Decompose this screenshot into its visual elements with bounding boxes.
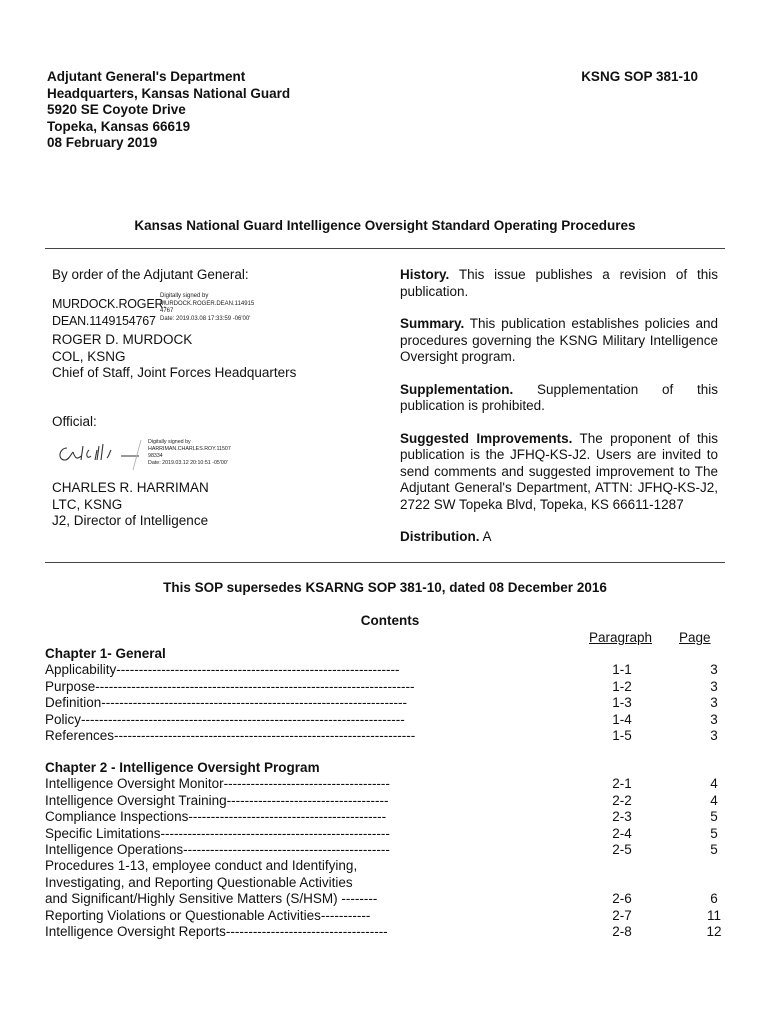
toc-page-number: 11: [706, 907, 721, 923]
official-signer-block: [52, 480, 382, 530]
toc-paragraph-number: 1-1: [612, 662, 632, 678]
divider: [45, 562, 725, 563]
toc-page-number: 3: [710, 662, 718, 678]
toc-row: [45, 826, 754, 842]
letterhead-line: 5920 SE Coyote Drive: [47, 102, 186, 117]
suggested-improvements-label: Suggested Improvements.: [400, 430, 573, 446]
toc-row: [45, 679, 754, 695]
toc-entry-title: Policy------------------------------------------------------------------------: [45, 711, 405, 727]
page-column-header: Page: [679, 630, 711, 645]
toc-rows: [45, 776, 754, 940]
suggested-improvements-paragraph: [400, 431, 718, 514]
signer-rank: LTC, KSNG: [52, 496, 123, 512]
toc-paragraph-number: 2-8: [612, 923, 632, 939]
history-paragraph: [400, 267, 718, 300]
toc-row: [45, 875, 754, 891]
toc-page-number: 3: [710, 727, 718, 743]
toc-row: [45, 842, 754, 858]
summary-text: This publication establishes policies and procedures governing the KSNG Military Intelligence Oversight program.: [400, 316, 718, 364]
toc-paragraph-number: 1-2: [612, 678, 632, 694]
toc-row: [45, 695, 754, 711]
signature-info-line: Digitally signed by: [160, 293, 209, 299]
digital-signature-info: [148, 439, 231, 467]
toc-row: [45, 662, 754, 678]
toc-row: [45, 793, 754, 809]
letterhead-line: Adjutant General's Department: [47, 69, 246, 84]
toc-row: [45, 858, 754, 874]
toc-paragraph-number: 2-1: [612, 776, 632, 792]
toc-row: [45, 728, 754, 744]
toc-entry-title: References-------------------------------------------------------------------: [45, 727, 416, 743]
official-label: Official:: [52, 414, 97, 429]
by-order-text: By order of the Adjutant General:: [52, 267, 249, 282]
toc-page-number: 5: [710, 809, 718, 825]
document-id: KSNG SOP 381-10: [581, 69, 698, 84]
toc-paragraph-number: 2-2: [612, 792, 632, 808]
toc-row: [45, 809, 754, 825]
chapter-title: Chapter 2 - Intelligence Oversight Program: [45, 760, 320, 775]
handwritten-signature: [55, 440, 150, 470]
toc-page-number: 4: [710, 792, 718, 808]
signer-title: J2, Director of Intelligence: [52, 513, 209, 528]
chapter-title: Chapter 1- General: [45, 646, 166, 661]
signer-title: Chief of Staff, Joint Forces Headquarters: [52, 365, 297, 380]
toc-row: [45, 891, 754, 907]
distribution-text: A: [479, 529, 492, 544]
toc-entry-title: Investigating, and Reporting Questionable Activities: [45, 874, 353, 890]
signature-info-line: 4767: [160, 308, 174, 314]
signature-info-line: Digitally signed by: [148, 439, 191, 445]
signature-info-line: Date: 2019.03.12 20:10:51 -05'00': [148, 460, 228, 466]
toc-entry-title: Procedures 1-13, employee conduct and Identifying,: [45, 858, 358, 874]
letterhead-line: Topeka, Kansas 66619: [47, 118, 191, 134]
toc-entry-title: Compliance Inspections--------------------------------------------: [45, 809, 387, 825]
distribution-label: Distribution.: [400, 529, 480, 544]
toc-page-number: 12: [706, 923, 722, 939]
toc-page-number: 5: [710, 825, 718, 841]
contents-heading: Contents: [360, 613, 420, 628]
toc-page-number: 3: [710, 711, 718, 727]
toc-paragraph-number: 2-7: [612, 907, 632, 923]
toc-entry-title: Reporting Violations or Questionable Activities-----------: [45, 907, 371, 923]
toc-paragraph-number: 1-3: [612, 695, 632, 711]
signer-block: [52, 332, 382, 382]
toc-row: [45, 776, 754, 792]
supersedes-notice: This SOP supersedes KSARNG SOP 381-10, dated 08 December 2016: [163, 580, 607, 595]
toc-entry-title: and Significant/Highly Sensitive Matters (S/HSM) --------: [45, 891, 378, 907]
toc-page-number: 3: [710, 695, 718, 711]
toc-entry-title: Specific Limitations---------------------------------------------------: [45, 825, 390, 841]
toc-paragraph-number: 2-5: [612, 841, 632, 857]
toc-entry-title: Purpose-----------------------------------------------------------------------: [45, 678, 415, 694]
divider: [45, 248, 725, 249]
summary-label: Summary.: [400, 316, 465, 331]
signer-name: ROGER D. MURDOCK: [52, 332, 193, 347]
toc-entry-title: Intelligence Oversight Reports------------------------------------: [45, 923, 388, 939]
toc-paragraph-number: [590, 858, 654, 874]
supplementation-label: Supplementation.: [400, 381, 514, 397]
toc-page-number: 3: [710, 678, 718, 694]
toc-paragraph-number: 2-3: [612, 809, 632, 825]
toc-page-number: 6: [710, 891, 718, 907]
supplementation-text: Supplementation of this publication is prohibited.: [400, 381, 718, 413]
toc-row: [45, 712, 754, 728]
toc-entry-title: Intelligence Oversight Monitor-------------------------------------: [45, 776, 390, 792]
supplementation-paragraph: [400, 382, 718, 415]
toc-entry-title: Intelligence Oversight Training------------------------------------: [45, 792, 389, 808]
toc-row: [45, 908, 754, 924]
toc-chapter-1: [45, 646, 754, 744]
letterhead-line: Headquarters, Kansas National Guard: [47, 85, 291, 101]
toc-rows: [45, 662, 754, 744]
signature-info-line: MURDOCK.ROGER.DEAN.114915: [160, 300, 255, 307]
toc-paragraph-number: 2-4: [612, 825, 632, 841]
toc-page-number: [654, 858, 754, 874]
toc-entry-title: Intelligence Operations----------------------------------------------: [45, 841, 390, 857]
toc-page-number: 5: [710, 841, 718, 857]
digital-signature-info: [160, 293, 254, 323]
signer-rank: COL, KSNG: [52, 348, 126, 364]
toc-page-number: 4: [710, 776, 718, 792]
toc-page-number: [654, 875, 754, 891]
toc-paragraph-number: [590, 875, 654, 891]
toc-entry-title: Definition--------------------------------------------------------------------: [45, 695, 407, 711]
toc-paragraph-number: 1-4: [612, 711, 632, 727]
signature-info-line: HARRIMAN.CHARLES.ROY.11507: [148, 446, 231, 452]
toc-paragraph-number: 1-5: [612, 727, 632, 743]
history-label: History.: [400, 267, 450, 282]
letterhead: [47, 69, 290, 152]
signature-info-line: Date: 2019.03.08 17:33:59 -06'00': [160, 315, 251, 322]
publication-info: [400, 267, 718, 562]
paragraph-column-header: Paragraph: [589, 630, 653, 645]
document-date: 08 February 2019: [47, 135, 158, 150]
toc-paragraph-number: 2-6: [612, 891, 632, 907]
digital-signature-name: [52, 296, 167, 330]
distribution-paragraph: [400, 529, 718, 546]
signature-name-line: MURDOCK.ROGER.: [52, 297, 167, 311]
suggested-improvements-text: The proponent of this publication is the JFHQ-KS-J2. Users are invited to send comments and suggested improvement to The Adjutant General's Department, ATTN: JFHQ-KS-J2, 2722 SW Topeka Blvd, Topeka, KS 66611-1287: [400, 430, 719, 512]
history-text: This issue publishes a revision of this publication.: [400, 267, 718, 299]
toc-chapter-2: [45, 760, 754, 940]
signer-name: CHARLES R. HARRIMAN: [52, 480, 209, 495]
toc-row: [45, 924, 754, 940]
toc-entry-title: Applicability---------------------------------------------------------------: [45, 662, 400, 678]
signature-name-line: DEAN.1149154767: [52, 314, 156, 328]
signature-info-line: 98334: [148, 453, 163, 459]
document-title: Kansas National Guard Intelligence Oversight Standard Operating Procedures: [134, 218, 636, 233]
summary-paragraph: [400, 316, 718, 366]
